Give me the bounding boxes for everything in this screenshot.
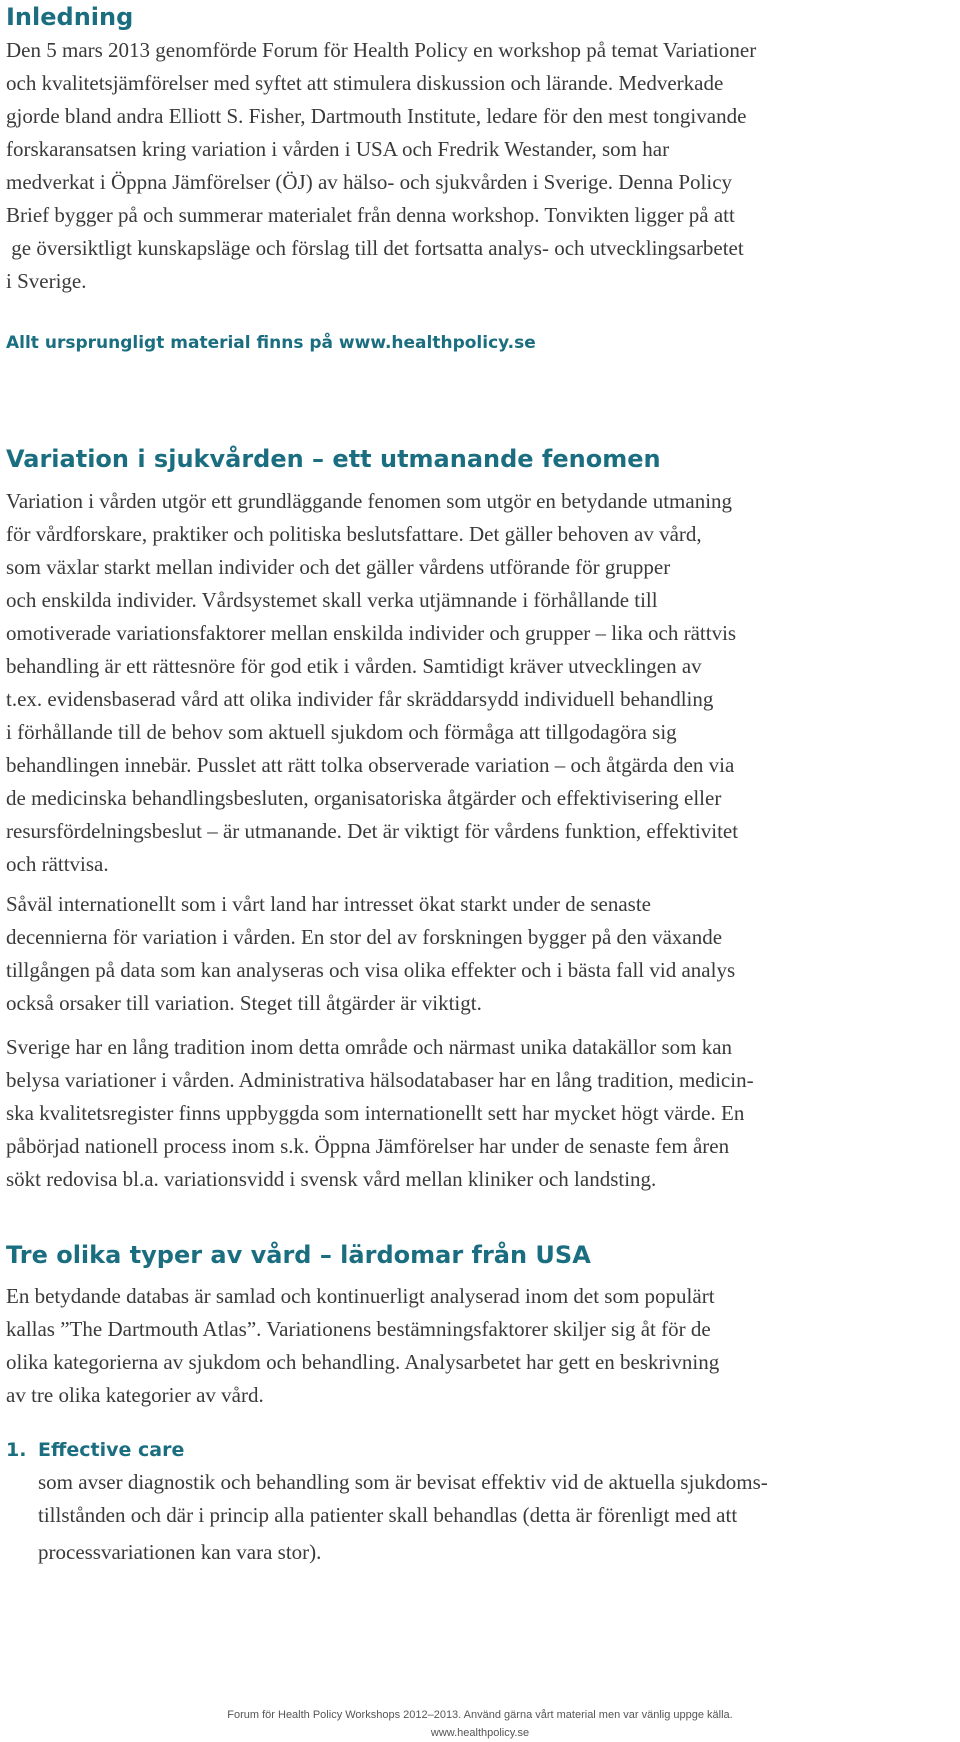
usa-heading: Tre olika typer av vård – lärdomar från USA (6, 1241, 591, 1269)
variation-heading: Variation i sjukvården – ett utmanande fenomen (6, 445, 661, 473)
text-line: Den 5 mars 2013 genomförde Forum för Health Policy en workshop på temat Variationer (6, 38, 757, 62)
text-line: kallas ”The Dartmouth Atlas”. Variationens bestämningsfaktorer skiljer sig åt för de (6, 1317, 711, 1341)
text-line: av tre olika kategorier av vård. (6, 1383, 264, 1407)
usa-paragraph (6, 1280, 956, 1412)
list-item-heading: Effective care (38, 1439, 185, 1461)
text-line: gjorde bland andra Elliott S. Fisher, Dartmouth Institute, ledare för den mest tongivande (6, 104, 747, 128)
text-line: resursfördelningsbeslut – är utmanande. Det är viktigt för vårdens funktion, effektivitet (6, 819, 739, 843)
text-line: behandlingen innebär. Pusslet att rätt tolka observerade variation – och åtgärda den via (6, 753, 735, 777)
intro-paragraph (6, 34, 956, 298)
text-line: decennierna för variation i vården. En stor del av forskningen bygger på den växande (6, 925, 723, 949)
text-line: i förhållande till de behov som aktuell sjukdom och förmåga att tillgodagöra sig (6, 720, 677, 744)
text-line: Såväl internationellt som i vårt land har intresset ökat starkt under de senaste (6, 892, 651, 916)
text-line: forskaransatsen kring variation i vården i USA och Fredrik Westander, som har (6, 137, 670, 161)
list-item-number: 1. (6, 1439, 27, 1461)
text-line: belysa variationer i vården. Administrativa hälsodatabaser har en lång tradition, medicin- (6, 1068, 754, 1092)
text-line: för vårdforskare, praktiker och politiska beslutsfattare. Det gäller behoven av vård, (6, 522, 702, 546)
text-line: och rättvisa. (6, 852, 109, 876)
text-line: omotiverade variationsfaktorer mellan enskilda individer och grupper – lika och rättvis (6, 621, 737, 645)
footer-website[interactable]: www.healthpolicy.se (430, 1727, 530, 1739)
text-line: behandling är ett rättesnöre för god etik i vården. Samtidigt kräver utvecklingen av (6, 654, 702, 678)
variation-paragraph-3 (6, 1031, 956, 1196)
text-line: Sverige har en lång tradition inom detta område och närmast unika datakällor som kan (6, 1035, 733, 1059)
list-item-title (6, 1437, 184, 1463)
text-line: processvariationen kan vara stor). (38, 1540, 322, 1564)
text-line: ska kvalitetsregister finns uppbyggda som internationellt sett har mycket högt värde. En (6, 1101, 745, 1125)
page-footer (0, 1706, 960, 1742)
text-line: tillgången på data som kan analyseras och visa olika effekter och i bästa fall vid analys (6, 958, 736, 982)
text-line: olika kategorierna av sjukdom och behandling. Analysarbetet har gett en beskrivning (6, 1350, 720, 1374)
text-line: En betydande databas är samlad och kontinuerligt analyserad inom det som populärt (6, 1284, 715, 1308)
text-line: medverkat i Öppna Jämförelser (ÖJ) av hälso- och sjukvården i Sverige. Denna Policy (6, 170, 733, 194)
text-line: sökt redovisa bl.a. variationsvidd i svensk vård mellan kliniker och landsting. (6, 1167, 657, 1191)
text-line: de medicinska behandlingsbesluten, organisatoriska åtgärder och effektivisering eller (6, 786, 722, 810)
text-line: som växlar starkt mellan individer och det gäller vårdens utförande för grupper (6, 555, 671, 579)
text-line: i Sverige. (6, 269, 87, 293)
variation-paragraph-1 (6, 485, 956, 881)
text-line: Variation i vården utgör ett grundläggande fenomen som utgör en betydande utmaning (6, 489, 733, 513)
footer-credit: Forum för Health Policy Workshops 2012–2013. Använd gärna vårt material men var vänlig uppge källa. (227, 1709, 733, 1721)
text-line: tillstånden och där i princip alla patienter skall behandlas (detta är förenligt med att (38, 1503, 738, 1527)
variation-paragraph-2 (6, 888, 956, 1020)
text-line: och kvalitetsjämförelser med syftet att stimulera diskussion och lärande. Medverkade (6, 71, 724, 95)
text-line: t.ex. evidensbaserad vård att olika individer får skräddarsydd individuell behandling (6, 687, 714, 711)
text-line: ge översiktligt kunskapsläge och förslag till det fortsatta analys- och utvecklingsarbetet (6, 236, 744, 260)
text-line: påbörjad nationell process inom s.k. Öppna Jämförelser har under de senaste fem åren (6, 1134, 730, 1158)
source-material-link[interactable]: Allt ursprungligt material finns på www.healthpolicy.se (6, 333, 536, 353)
list-item-body (38, 1466, 958, 1569)
intro-heading: Inledning (6, 3, 134, 31)
text-line: och enskilda individer. Vårdsystemet skall verka utjämnande i förhållande till (6, 588, 658, 612)
text-line: också orsaker till variation. Steget till åtgärder är viktigt. (6, 991, 482, 1015)
text-line: som avser diagnostik och behandling som är bevisat effektiv vid de aktuella sjukdoms- (38, 1470, 768, 1494)
text-line: Brief bygger på och summerar materialet från denna workshop. Tonvikten ligger på att (6, 203, 735, 227)
